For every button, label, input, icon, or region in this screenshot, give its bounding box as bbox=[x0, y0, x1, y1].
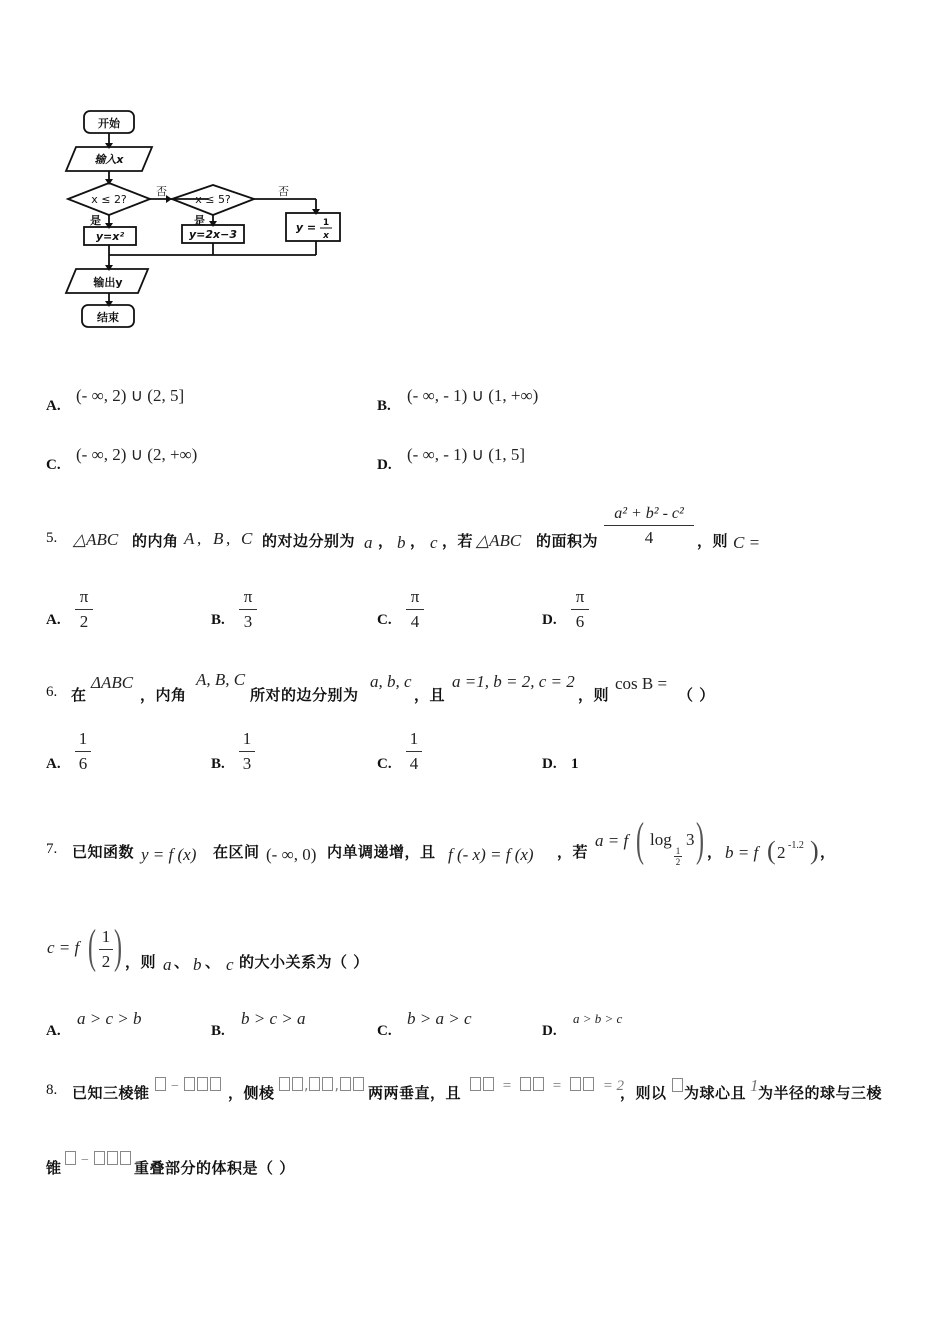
q7-even-condition: f (- x) = f (x) bbox=[448, 845, 534, 864]
q7-option-c-expr: b > a > c bbox=[407, 1009, 472, 1028]
q6-option-c-label: C. bbox=[377, 756, 392, 772]
q7-b-lhs: b = f bbox=[725, 843, 759, 862]
q7-var-b: b bbox=[193, 955, 202, 974]
q7-option-b-label: B. bbox=[211, 1023, 225, 1039]
q7-a-log-base: 1 2 bbox=[675, 846, 681, 867]
q4-option-c-label: C. bbox=[46, 457, 61, 473]
q5-option-c-label: C. bbox=[377, 612, 392, 628]
q6-text-1: 在 bbox=[71, 686, 87, 704]
q5-option-d-value: π 6 bbox=[571, 587, 589, 632]
q7-option-d-expr: a > b > c bbox=[573, 1011, 623, 1026]
q7-sep-1: 、 bbox=[174, 953, 190, 971]
q7-comma-1: ， bbox=[707, 843, 723, 861]
q8-text-1: 已知三棱锥 bbox=[72, 1084, 150, 1102]
q5-text-1: 的内角 bbox=[132, 532, 179, 550]
q6-option-b-value: 1 3 bbox=[239, 729, 255, 774]
q6-text-2: ，内角 bbox=[140, 686, 187, 704]
q6-angles: A, B, C bbox=[196, 670, 246, 689]
q5-option-a-value: π 2 bbox=[75, 587, 93, 632]
q8-text-7: 锥 bbox=[46, 1159, 62, 1177]
q8-text-8: 重叠部分的体积是（ ） bbox=[134, 1159, 295, 1177]
q8-radius: 1 bbox=[750, 1076, 759, 1095]
q7-option-a-label: A. bbox=[46, 1023, 61, 1039]
q8-text-6: 为半径的球与三棱 bbox=[758, 1084, 883, 1102]
q6-text-4: ，且 bbox=[414, 686, 446, 704]
q4-option-d-label: D. bbox=[377, 457, 392, 473]
q7-text-3: 内单调递增，且 bbox=[327, 843, 436, 861]
flow-output-text: 输出y bbox=[93, 276, 123, 289]
q4-option-c-expr: (- ∞, 2) ∪ (2, +∞) bbox=[76, 445, 198, 464]
q5-side-c: c bbox=[430, 533, 438, 552]
flow-cond2-text: x ≤ 5? bbox=[195, 193, 231, 206]
q7-var-a: a bbox=[163, 955, 172, 974]
q7-b-exponent: -1.2 bbox=[788, 840, 804, 851]
q6-option-b-label: B. bbox=[211, 756, 225, 772]
q7-sep-2: 、 bbox=[205, 953, 221, 971]
q5-option-c-value: π 4 bbox=[406, 587, 424, 632]
q8-center-point bbox=[671, 1076, 684, 1095]
q6-number: 6. bbox=[46, 684, 58, 700]
flow-box3-den: x bbox=[323, 231, 329, 241]
q5-text-2: 的对边分别为 bbox=[262, 532, 356, 550]
q8-text-5: 为球心且 bbox=[684, 1084, 747, 1102]
q7-text-2: 在区间 bbox=[213, 843, 260, 861]
q5-text-3: ，若 bbox=[442, 532, 474, 550]
q5-triangle-2: △ABC bbox=[476, 531, 522, 550]
q5-triangle: △ABC bbox=[73, 530, 119, 549]
q7-interval: (- ∞, 0) bbox=[266, 845, 317, 864]
q5-angle-b: B bbox=[213, 529, 224, 548]
q5-text-5: ，则 bbox=[697, 532, 729, 550]
q8-text-2: ，侧棱 bbox=[228, 1084, 275, 1102]
q6-option-a-label: A. bbox=[46, 756, 61, 772]
q7-c-lhs: c = f bbox=[47, 938, 80, 957]
q7-option-c-label: C. bbox=[377, 1023, 392, 1039]
q7-option-d-label: D. bbox=[542, 1023, 557, 1039]
flow-box3-num: 1 bbox=[322, 218, 330, 228]
flow-start-text: 开始 bbox=[98, 117, 120, 130]
q7-option-b-expr: b > c > a bbox=[241, 1009, 306, 1028]
q6-sides: a, b, c bbox=[370, 672, 412, 691]
flow-yes2: 是 bbox=[194, 214, 205, 227]
q5-area-denominator: 4 bbox=[644, 528, 654, 547]
flow-yes1: 是 bbox=[90, 214, 101, 227]
q8-pyramid-name: − bbox=[154, 1077, 222, 1095]
q5-area-numerator: a² + b² - c² bbox=[614, 505, 684, 522]
flowchart bbox=[60, 105, 360, 355]
flow-no2: 否 bbox=[278, 185, 289, 198]
q8-number: 8. bbox=[46, 1082, 58, 1098]
q6-option-d-label: D. bbox=[542, 756, 557, 772]
q7-c-fraction: 1 2 bbox=[99, 927, 113, 972]
q7-b-base: 2 bbox=[777, 843, 786, 862]
flow-end-text: 结束 bbox=[97, 311, 119, 324]
flow-cond1-text: x ≤ 2? bbox=[91, 193, 127, 206]
q4-option-b-label: B. bbox=[377, 398, 391, 414]
q5-number: 5. bbox=[46, 530, 58, 546]
q5-option-b-value: π 3 bbox=[239, 587, 257, 632]
flow-box1-text: y=x² bbox=[95, 230, 125, 243]
q4-option-a-label: A. bbox=[46, 398, 61, 414]
q5-c-equals: C = bbox=[733, 533, 761, 552]
q7-text-5: ，则 bbox=[125, 953, 157, 971]
q8-pyramid-name-2: − bbox=[64, 1151, 132, 1169]
q5-area-fraction bbox=[604, 505, 694, 548]
q5-side-b: b bbox=[397, 533, 406, 552]
q6-triangle: ΔABC bbox=[91, 673, 134, 692]
q6-option-c-value: 1 4 bbox=[406, 729, 422, 774]
q8-text-3: 两两垂直，且 bbox=[368, 1084, 462, 1102]
q7-option-a-expr: a > c > b bbox=[77, 1009, 142, 1028]
q4-option-d-expr: (- ∞, - 1) ∪ (1, 5] bbox=[407, 445, 526, 464]
q5-text-4: 的面积为 bbox=[536, 532, 599, 550]
q6-text-5: ，则 bbox=[578, 686, 610, 704]
q6-option-a-value: 1 6 bbox=[75, 729, 91, 774]
q5-option-d-label: D. bbox=[542, 612, 557, 628]
q7-comma-2: ， bbox=[820, 843, 836, 861]
q6-option-d-value: 1 bbox=[571, 756, 579, 772]
q4-option-b-expr: (- ∞, - 1) ∪ (1, +∞) bbox=[407, 386, 539, 405]
q5-option-b-label: B. bbox=[211, 612, 225, 628]
q7-text-1: 已知函数 bbox=[72, 843, 135, 861]
flow-no1: 否 bbox=[156, 185, 167, 198]
q6-text-3: 所对的边分别为 bbox=[250, 686, 359, 704]
q7-text-6: 的大小关系为（ ） bbox=[239, 953, 369, 971]
q6-given: a =1, b = 2, c = 2 bbox=[452, 672, 575, 691]
q8-edges: , , bbox=[278, 1077, 365, 1094]
q6-paren: （ ） bbox=[678, 686, 715, 704]
q4-option-a-expr: (- ∞, 2) ∪ (2, 5] bbox=[76, 386, 185, 405]
flow-box3-lhs: y = bbox=[295, 221, 317, 234]
q5-angle-a: A bbox=[184, 529, 195, 548]
q7-function: y = f (x) bbox=[141, 845, 197, 864]
q7-number: 7. bbox=[46, 841, 58, 857]
q7-var-c: c bbox=[226, 955, 234, 974]
q7-a-arg: 3 bbox=[686, 830, 695, 849]
q8-text-4: ，则以 bbox=[620, 1084, 667, 1102]
q8-equal-edges: = = = 2 bbox=[469, 1077, 624, 1095]
q5-side-a: a bbox=[364, 533, 373, 552]
flow-box2-text: y=2x−3 bbox=[188, 228, 238, 241]
q5-angle-c: C bbox=[241, 529, 253, 548]
q5-option-a-label: A. bbox=[46, 612, 61, 628]
q6-cosb: cos B = bbox=[615, 674, 668, 693]
q7-a-lhs: a = f bbox=[595, 831, 629, 850]
q7-text-4: ，若 bbox=[557, 843, 589, 861]
flow-input-text: 输入x bbox=[94, 153, 124, 166]
q7-a-log: log bbox=[650, 830, 672, 849]
